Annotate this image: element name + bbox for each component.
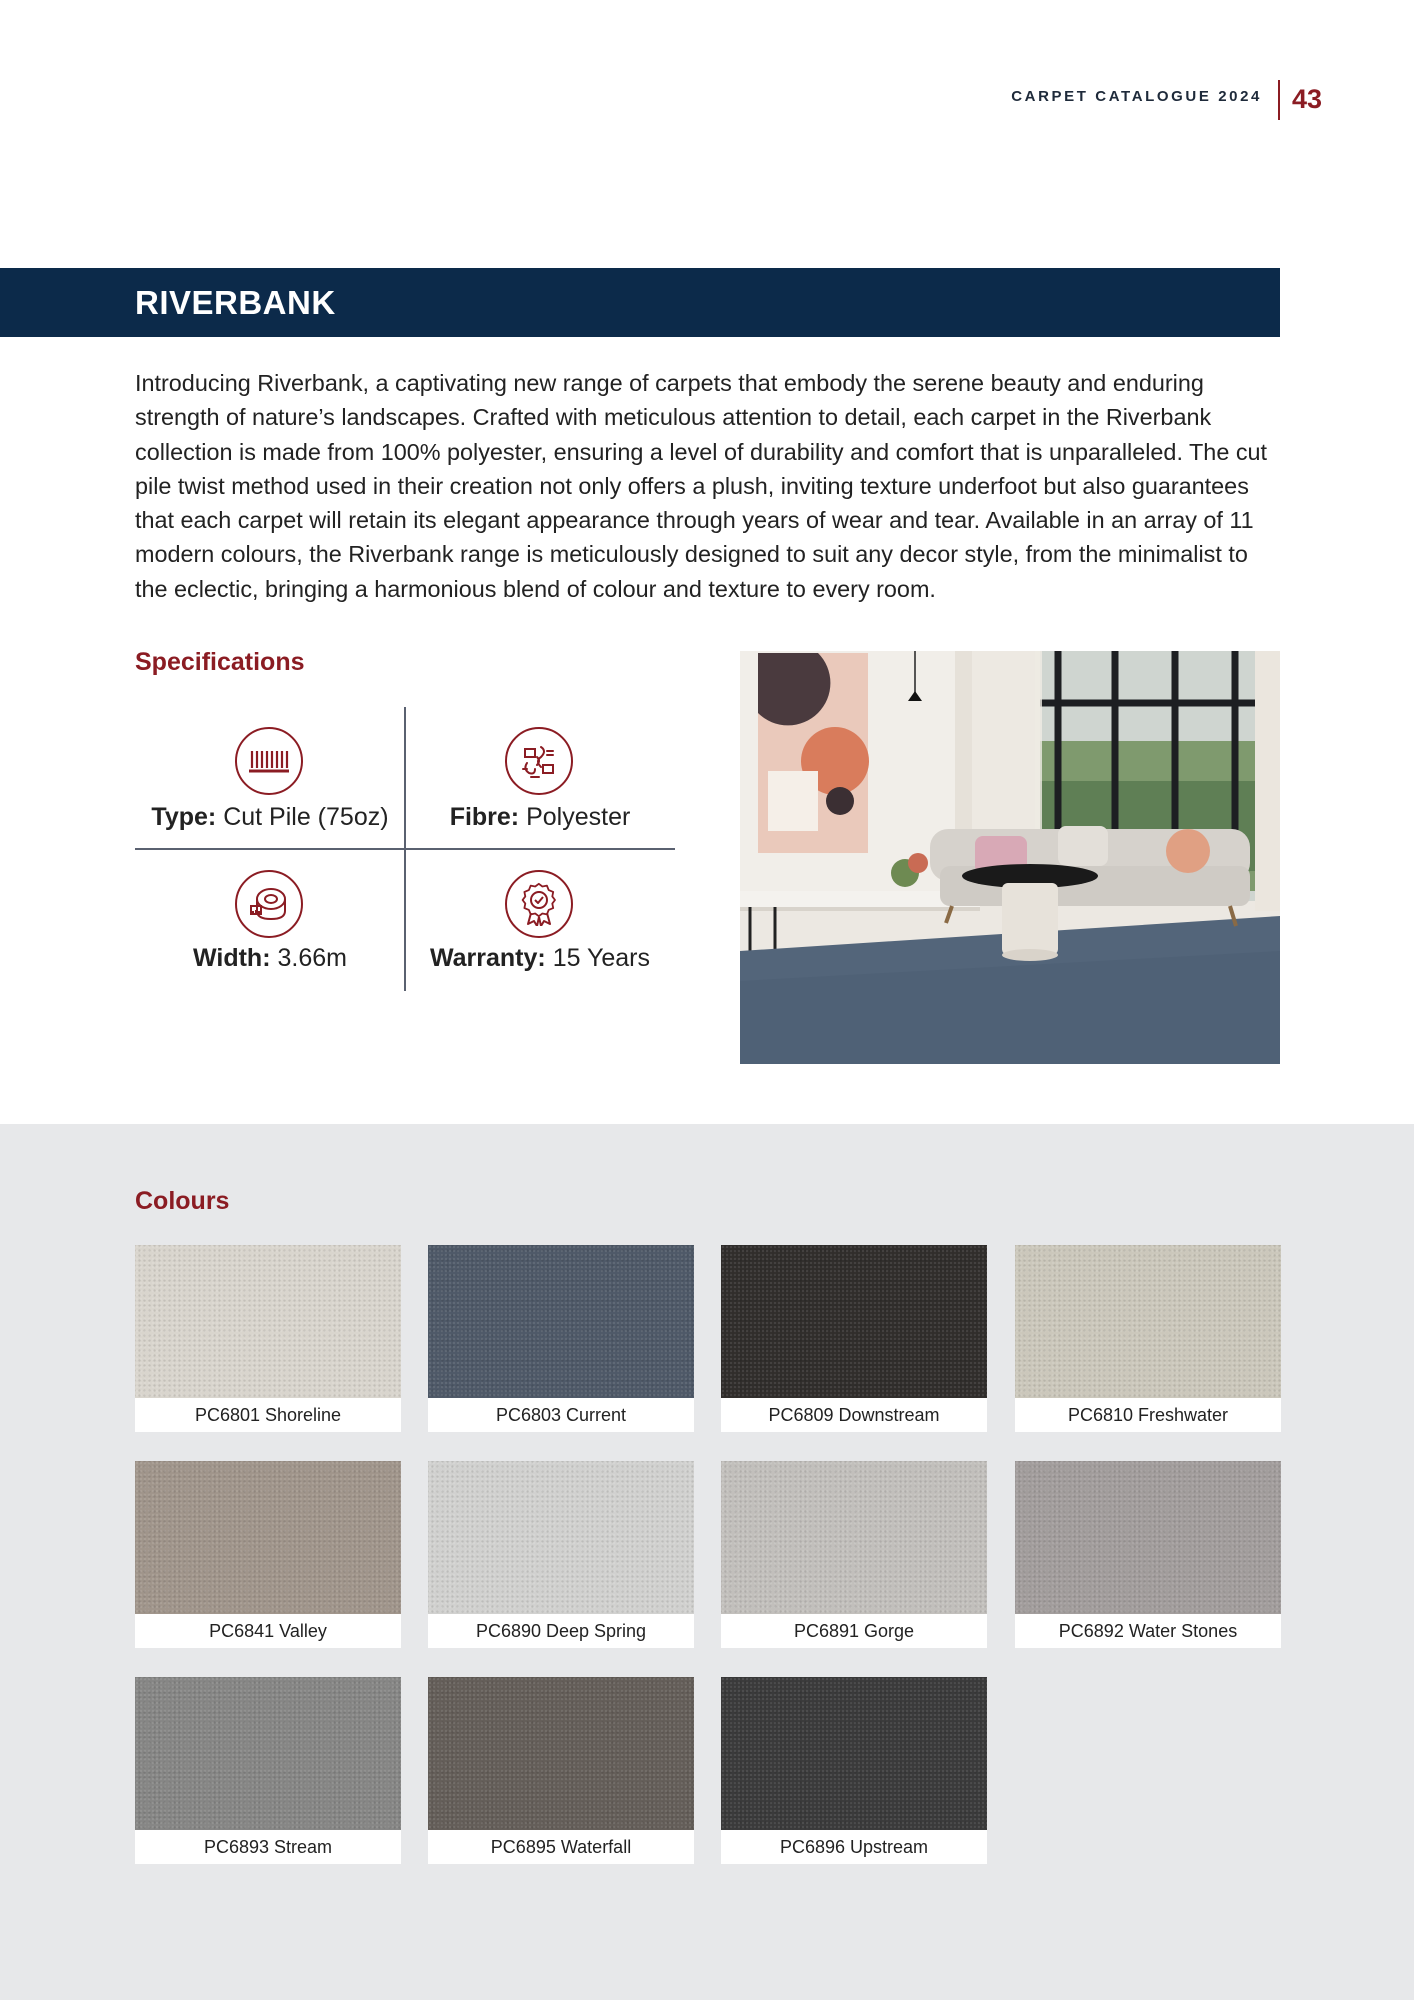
product-title: RIVERBANK (135, 284, 336, 321)
swatch-image (135, 1677, 401, 1830)
swatch-label: PC6893 Stream (135, 1830, 401, 1864)
warranty-badge-icon (505, 870, 573, 938)
swatch-image (721, 1677, 987, 1830)
fibre-weave-icon (505, 727, 573, 795)
page-number: 43 (1292, 84, 1323, 114)
swatch-label: PC6891 Gorge (721, 1614, 987, 1648)
spec-warranty-text: Warranty: 15 Years (429, 944, 651, 972)
swatch-image (428, 1461, 694, 1614)
swatch-image (135, 1461, 401, 1614)
swatch-image (1015, 1461, 1281, 1614)
swatch-image (721, 1461, 987, 1614)
swatch-label: PC6810 Freshwater (1015, 1398, 1281, 1432)
swatch-water-stones[interactable] (1015, 1461, 1281, 1649)
swatch-upstream[interactable] (721, 1677, 987, 1865)
spec-fibre-text: Fibre: Polyester (449, 803, 631, 831)
spec-width-text: Width: 3.66m (193, 944, 347, 972)
swatch-gorge[interactable] (721, 1461, 987, 1649)
tape-measure-icon (235, 870, 303, 938)
swatch-waterfall[interactable] (428, 1677, 694, 1865)
intro-paragraph: Introducing Riverbank, a captivating new range of carpets that embody the serene beauty and enduring strength of nature’s landscapes. Crafted with meticulous attention to detail, each carpet in the Riverbank collection is made from 100% polyester, ensuring a level of durability and comfort that is unparalleled. The cut pile twist method used in their creation not only offers a plush, inviting texture underfoot but also guarantees that each carpet will retain its elegant appearance through years of wear and tear. Available in an array of 11 modern colours, the Riverbank range is meticulously designed to suit any decor style, from the minimalist to the eclectic, bringing a harmonious blend of colour and texture to every room. (135, 370, 1268, 602)
title-band (0, 268, 1280, 337)
swatch-label: PC6895 Waterfall (428, 1830, 694, 1864)
swatch-label: PC6890 Deep Spring (428, 1614, 694, 1648)
swatch-label: PC6809 Downstream (721, 1398, 987, 1432)
spec-warranty (405, 849, 675, 991)
carpet-pile-icon (235, 727, 303, 795)
swatch-valley[interactable] (135, 1461, 401, 1649)
header-divider (1278, 80, 1280, 120)
swatch-label: PC6803 Current (428, 1398, 694, 1432)
swatch-stream[interactable] (135, 1677, 401, 1865)
swatch-label: PC6896 Upstream (721, 1830, 987, 1864)
catalogue-title: CARPET CATALOGUE 2024 (1011, 88, 1262, 105)
colours-heading: Colours (135, 1187, 230, 1215)
swatch-label: PC6801 Shoreline (135, 1398, 401, 1432)
swatch-image (428, 1245, 694, 1398)
specifications-heading: Specifications (135, 648, 305, 676)
swatch-downstream[interactable] (721, 1245, 987, 1433)
swatch-freshwater[interactable] (1015, 1245, 1281, 1433)
swatch-shoreline[interactable] (135, 1245, 401, 1433)
swatch-current[interactable] (428, 1245, 694, 1433)
swatch-image (721, 1245, 987, 1398)
swatch-image (428, 1677, 694, 1830)
spec-type (135, 707, 405, 849)
spec-type-text: Type: Cut Pile (75oz) (151, 803, 389, 831)
swatch-image (135, 1245, 401, 1398)
specifications-grid (135, 707, 675, 991)
swatch-label: PC6892 Water Stones (1015, 1614, 1281, 1648)
swatch-label: PC6841 Valley (135, 1614, 401, 1648)
spec-width (135, 849, 405, 991)
spec-fibre (405, 707, 675, 849)
swatch-image (1015, 1245, 1281, 1398)
room-photo (740, 651, 1280, 1064)
swatch-deep-spring[interactable] (428, 1461, 694, 1649)
